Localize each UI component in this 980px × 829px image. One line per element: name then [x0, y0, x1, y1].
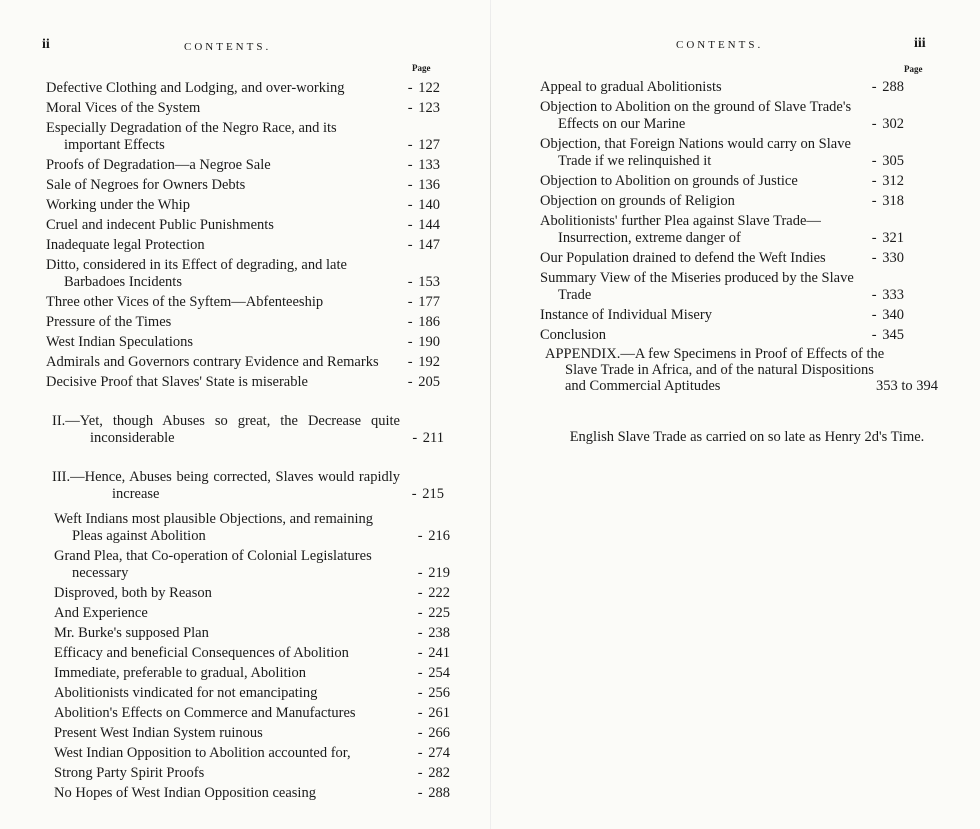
left-entry-3: [46, 157, 440, 174]
entry-text: West Indian Opposition to Abolition accounted for,: [54, 745, 351, 761]
left-entry-b-1: [54, 548, 450, 582]
entry-page: - 216: [408, 528, 450, 545]
entry-text: West Indian Speculations: [46, 334, 194, 350]
entry-page: - 305: [862, 153, 904, 170]
entry-page: - 177: [398, 294, 440, 311]
left-entry-b-6: [54, 665, 450, 682]
entry-text: Summary View of the Miseries produced by the Slave Trade: [540, 270, 854, 303]
right-entry-2: [540, 136, 904, 170]
section-ii-text: II.—Yet, though Abuses so great, the Decrease quite inconsiderable: [52, 413, 400, 446]
entry-text: Grand Plea, that Co-operation of Colonial Legislatures necessary: [54, 548, 372, 581]
left-entry-b-0: [54, 511, 450, 545]
entry-text: Weft Indians most plausible Objections, and remaining Pleas against Abolition: [54, 511, 373, 544]
entry-text: Cruel and indecent Public Punishments: [46, 217, 274, 233]
left-page-number: ii: [42, 37, 50, 52]
entry-text: Inadequate legal Protection: [46, 237, 205, 253]
entry-page: - 153: [398, 274, 440, 291]
entry-page: - 288: [408, 785, 450, 802]
left-contents-list: [46, 80, 440, 394]
entry-page: - 144: [398, 217, 440, 234]
entry-text: Abolitionists' further Plea against Slave Trade—Insurrection, extreme danger of: [540, 213, 821, 246]
left-entry-5: [46, 197, 440, 214]
entry-page: - 274: [408, 745, 450, 762]
entry-text: Objection on grounds of Religion: [540, 193, 735, 209]
left-entry-0: [46, 80, 440, 97]
appendix-entry: [545, 346, 938, 394]
entry-page: - 254: [408, 665, 450, 682]
left-contents-list-2: [54, 511, 450, 805]
entry-page: - 241: [408, 645, 450, 662]
right-entry-8: [540, 307, 904, 324]
left-entry-12: [46, 354, 440, 371]
left-entry-b-12: [54, 785, 450, 802]
left-page-label: Page: [412, 63, 431, 73]
entry-page: - 330: [862, 250, 904, 267]
left-entry-10: [46, 314, 440, 331]
entry-spacer: [54, 802, 450, 805]
entry-text: Instance of Individual Misery: [540, 307, 712, 323]
left-entry-1: [46, 100, 440, 117]
section-iii-text: III.—Hence, Abuses being corrected, Slaves would rapidly increase: [52, 469, 400, 502]
entry-page: - 282: [408, 765, 450, 782]
entry-page: - 345: [862, 327, 904, 344]
entry-text: Sale of Negroes for Owners Debts: [46, 177, 246, 193]
entry-text: Defective Clothing and Lodging, and over-working: [46, 80, 345, 96]
entry-page: - 127: [398, 137, 440, 154]
appendix-text: APPENDIX.—A few Specimens in Proof of Effects of the Slave Trade in Africa, and of the natural Dispositions and Commercial Aptitudes: [545, 346, 885, 394]
left-entry-b-11: [54, 765, 450, 782]
entry-page: - 266: [408, 725, 450, 742]
entry-text: Immediate, preferable to gradual, Abolition: [54, 665, 307, 681]
entry-page: - 340: [862, 307, 904, 324]
entry-text: Conclusion: [540, 327, 607, 343]
section-ii: [52, 413, 444, 447]
right-entry-9: [540, 327, 904, 344]
entry-page: - 140: [398, 197, 440, 214]
entry-page: - 186: [398, 314, 440, 331]
right-entry-3: [540, 173, 904, 190]
left-entry-b-10: [54, 745, 450, 762]
left-entry-b-2: [54, 585, 450, 602]
entry-spacer: [46, 391, 440, 394]
left-entry-4: [46, 177, 440, 194]
entry-page: - 333: [862, 287, 904, 304]
entry-page: - 302: [862, 116, 904, 133]
entry-text: Abolition's Effects on Commerce and Manufactures: [54, 705, 356, 721]
right-entry-5: [540, 213, 904, 247]
entry-page: - 238: [408, 625, 450, 642]
left-entry-b-4: [54, 625, 450, 642]
entry-text: Present West Indian System ruinous: [54, 725, 263, 741]
right-page-number: iii: [914, 36, 926, 51]
left-entry-7: [46, 237, 440, 254]
entry-text: Objection, that Foreign Nations would carry on Slave Trade if we relinquished it: [540, 136, 851, 169]
entry-text: And Experience: [54, 605, 148, 621]
entry-page: - 219: [408, 565, 450, 582]
section-iii: [52, 469, 444, 503]
entry-page: - 205: [398, 374, 440, 391]
entry-text: Our Population drained to defend the Weft Indies: [540, 250, 826, 266]
right-entry-0: [540, 79, 904, 96]
entry-text: No Hopes of West Indian Opposition ceasing: [54, 785, 316, 801]
left-entry-9: [46, 294, 440, 311]
left-entry-b-5: [54, 645, 450, 662]
entry-page: - 192: [398, 354, 440, 371]
entry-text: Admirals and Governors contrary Evidence and Remarks: [46, 354, 379, 370]
entry-text: Mr. Burke's supposed Plan: [54, 625, 209, 641]
right-page-label: Page: [904, 64, 923, 74]
left-running-head: CONTENTS.: [184, 41, 272, 53]
henry-note: English Slave Trade as carried on so late as Henry 2d's Time.: [569, 429, 925, 445]
entry-page: - 288: [862, 79, 904, 96]
left-entry-b-3: [54, 605, 450, 622]
entry-page: - 256: [408, 685, 450, 702]
entry-text: Ditto, considered in its Effect of degrading, and late Barbadoes Incidents: [46, 257, 347, 290]
entry-page: - 133: [398, 157, 440, 174]
left-entry-13: [46, 374, 440, 391]
entry-text: Strong Party Spirit Proofs: [54, 765, 205, 781]
entry-page: - 222: [408, 585, 450, 602]
right-contents-list: [540, 79, 904, 347]
entry-page: - 147: [398, 237, 440, 254]
entry-text: Working under the Whip: [46, 197, 190, 213]
section-ii-page: - 211: [402, 430, 444, 447]
left-entry-11: [46, 334, 440, 351]
left-entry-b-7: [54, 685, 450, 702]
left-entry-b-9: [54, 725, 450, 742]
entry-page: - 261: [408, 705, 450, 722]
entry-text: Objection to Abolition on the ground of Slave Trade's Effects on our Marine: [540, 99, 852, 132]
entry-page: - 122: [398, 80, 440, 97]
entry-text: Objection to Abolition on grounds of Justice: [540, 173, 798, 189]
entry-text: Disproved, both by Reason: [54, 585, 212, 601]
entry-text: Three other Vices of the Syftem—Abfenteeship: [46, 294, 324, 310]
book-gutter: [490, 0, 491, 829]
right-entry-1: [540, 99, 904, 133]
entry-page: - 123: [398, 100, 440, 117]
entry-page: - 312: [862, 173, 904, 190]
left-entry-6: [46, 217, 440, 234]
right-running-head: CONTENTS.: [676, 39, 764, 51]
left-entry-b-8: [54, 705, 450, 722]
left-entry-2: [46, 120, 440, 154]
entry-page: - 136: [398, 177, 440, 194]
appendix-pages: 353 to 394: [875, 378, 938, 394]
entry-text: Efficacy and beneficial Consequences of Abolition: [54, 645, 349, 661]
entry-text: Proofs of Degradation—a Negroe Sale: [46, 157, 271, 173]
entry-text: Pressure of the Times: [46, 314, 172, 330]
left-entry-8: [46, 257, 440, 291]
entry-page: - 190: [398, 334, 440, 351]
entry-page: - 225: [408, 605, 450, 622]
entry-text: Appeal to gradual Abolitionists: [540, 79, 722, 95]
right-entry-4: [540, 193, 904, 210]
entry-text: Abolitionists vindicated for not emancipating: [54, 685, 318, 701]
section-iii-page: - 215: [402, 486, 444, 503]
entry-text: Decisive Proof that Slaves' State is miserable: [46, 374, 308, 390]
entry-page: - 318: [862, 193, 904, 210]
entry-text: Moral Vices of the System: [46, 100, 201, 116]
right-entry-7: [540, 270, 904, 304]
entry-text: Especially Degradation of the Negro Race, and its important Effects: [46, 120, 337, 153]
entry-page: - 321: [862, 230, 904, 247]
right-entry-6: [540, 250, 904, 267]
